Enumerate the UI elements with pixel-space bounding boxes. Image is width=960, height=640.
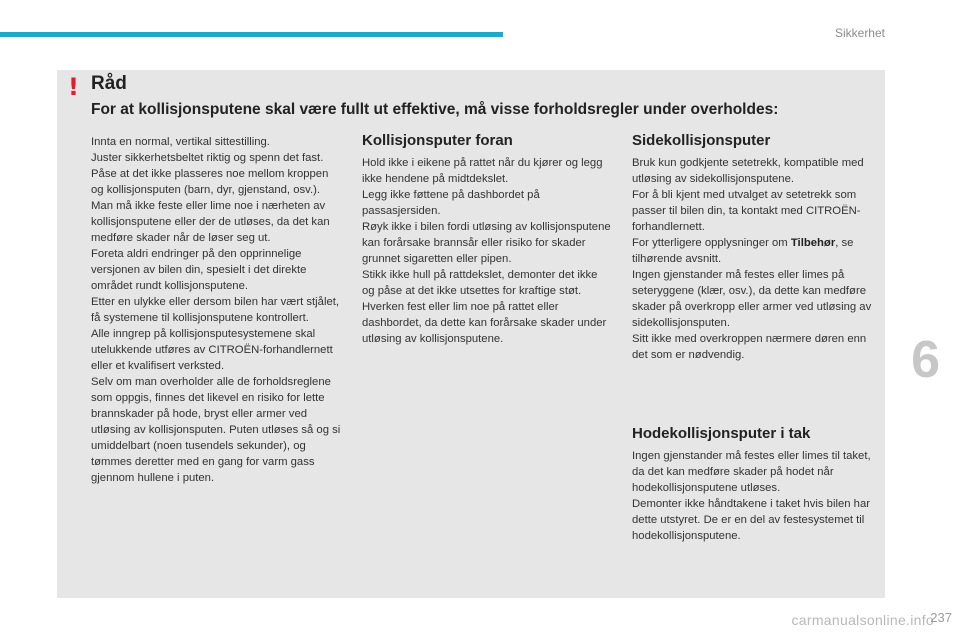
section-heading: Sidekollisjonsputer (632, 132, 771, 149)
paragraph: Etter en ulykke eller dersom bilen har vært stjålet, få systemene til kollisjonsputene kontrollert. (91, 296, 340, 324)
paragraph: Bruk kun godkjente setetrekk, kompatible med utløsing av sidekollisjonsputene. (632, 157, 864, 185)
paragraph: Hold ikke i eikene på rattet når du kjører og legg ikke hendene på midtdekslet. (362, 157, 603, 185)
paragraph: Påse at det ikke plasseres noe mellom kroppen og kollisjonsputen (barn, dyr, gjenstand, osv.). Man må ikke feste eller lime noe i nærheten av kollisjonsputene eller der de utløses, da det kan medføre skader når de løser seg ut. (91, 168, 330, 244)
warning-icon: ! (68, 73, 79, 101)
paragraph: For å bli kjent med utvalget av setetrekk som passer til bilen din, ta kontakt med CITROËN-forhandlernett. (632, 189, 861, 233)
paragraph: Juster sikkerhetsbeltet riktig og spenn det fast. (91, 152, 324, 164)
watermark: carmanualsonline.info (791, 612, 934, 628)
paragraph: Foreta aldri endringer på den opprinnelige versjonen av bilen din, spesielt i det direkte området rundt kollisjonsputene. (91, 248, 307, 292)
column-side-airbags (632, 133, 882, 363)
paragraph: Ingen gjenstander må festes eller limes på seteryggene (klær, osv.), da dette kan medføre skader på overkropp eller armer ved utløsing av sidekollisjonsputen. (632, 269, 872, 329)
section-heading: Kollisjonsputer foran (362, 132, 513, 149)
paragraph-accessories (632, 235, 882, 267)
column-curtain-airbags (632, 426, 882, 544)
paragraph: Legg ikke føttene på dashbordet på passasjersiden. (362, 189, 540, 217)
paragraph: Selv om man overholder alle de forholdsreglene som oppgis, finnes det likevel en risiko for lette brannskader på hode, bryst eller armer ved utløsing av kollisjonsputen. Puten utløses så og si umiddelbart (noen tusendels sekunder), og tømmes deretter med en gang for varm gass gjennom hullene i puten. (91, 376, 341, 484)
paragraph: Sitt ikke med overkroppen nærmere døren enn det som er nødvendig. (632, 333, 867, 361)
text: For ytterligere opplysninger om (632, 237, 791, 249)
panel-subtitle: For at kollisjonsputene skal være fullt ut effektive, må visse forholdsregler under overholdes: (91, 101, 779, 118)
section-name: Sikkerhet (834, 26, 885, 40)
paragraph: Røyk ikke i bilen fordi utløsing av kollisjonsputene kan forårsake brannsår eller risiko for skader grunnet sigaretten eller pipen. (362, 221, 611, 265)
paragraph: Alle inngrep på kollisjonsputesystemene skal utelukkende utføres av CITROËN-forhandlernett eller et kvalifisert verksted. (91, 328, 333, 372)
paragraph: Ingen gjenstander må festes eller limes til taket, da det kan medføre skader på hodet når hodekollisjonsputene utløses. (632, 450, 871, 494)
chapter-number: 6 (911, 331, 940, 389)
paragraph: Demonter ikke håndtakene i taket hvis bilen har dette utstyret. De er en del av festesystemet til hodekollisjonsputene. (632, 498, 870, 542)
column-front-airbags (362, 133, 612, 347)
page-number: 237 (930, 610, 952, 625)
column-general-advice (91, 134, 341, 486)
paragraph: Stikk ikke hull på rattdekslet, demonter det ikke og påse at det ikke utsettes for kraftige støt. (362, 269, 598, 297)
accessories-reference: Tilbehør (790, 237, 836, 249)
paragraph: Innta en normal, vertikal sittestilling. (91, 136, 270, 148)
section-accent-bar (0, 32, 503, 37)
section-heading: Hodekollisjonsputer i tak (632, 425, 811, 442)
panel-title: Råd (91, 73, 127, 94)
text: , se tilhørende avsnitt. (632, 237, 854, 265)
paragraph: Hverken fest eller lim noe på rattet eller dashbordet, da dette kan forårsake skader under utløsing av kollisjonsputene. (362, 301, 607, 345)
